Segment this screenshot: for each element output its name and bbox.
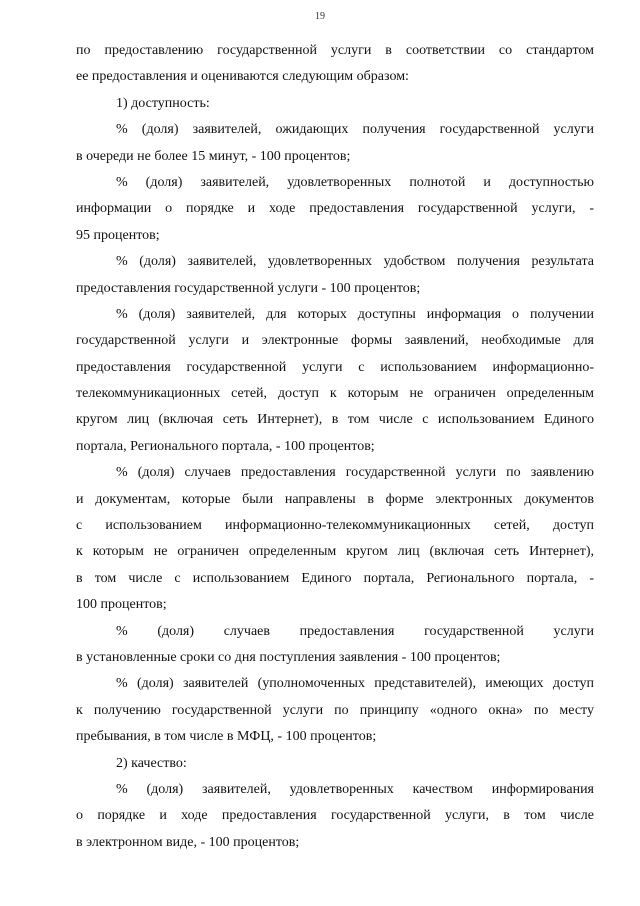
text-line: к получению государственной услуги по принципу «одного окна» по месту	[76, 702, 594, 718]
text-line: % (доля) заявителей, удовлетворенных качеством информирования	[116, 781, 594, 797]
text-line: ее предоставления и оцениваются следующим образом:	[76, 69, 409, 85]
text-line: % (доля) заявителей, удовлетворенных полнотой и доступностью	[116, 174, 594, 190]
text-line: 100 процентов;	[76, 597, 167, 613]
text-line: % (доля) заявителей, удовлетворенных удобством получения результата	[116, 254, 594, 270]
text-line: телекоммуникационных сетей, доступ к которым не ограничен определенным	[76, 386, 594, 402]
text-line: % (доля) заявителей, для которых доступны информация о получении	[116, 306, 594, 322]
text-line: государственной услуги и электронные формы заявлений, необходимые для	[76, 333, 594, 349]
text-line: в том числе с использованием Единого портала, Регионального портала, -	[76, 570, 594, 586]
text-line: кругом лиц (включая сеть Интернет), в том числе с использованием Единого	[76, 412, 594, 428]
text-line: в электронном виде, - 100 процентов;	[76, 834, 300, 850]
text-line: пребывания, в том числе в МФЦ, - 100 процентов;	[76, 729, 377, 745]
body-text	[76, 38, 594, 856]
page-number: 19	[315, 11, 325, 22]
text-line: о порядке и ходе предоставления государственной услуги, в том числе	[76, 808, 594, 824]
text-line: % (доля) заявителей, ожидающих получения государственной услуги	[116, 122, 594, 138]
text-line: по предоставлению государственной услуги в соответствии со стандартом	[76, 43, 594, 58]
text-line: % (доля) случаев предоставления государственной услуги по заявлению	[116, 465, 594, 481]
text-line: и документам, которые были направлены в форме электронных документов	[76, 491, 594, 507]
text-line: 1) доступность:	[116, 95, 210, 111]
text-line: информации о порядке и ходе предоставления государственной услуги, -	[76, 201, 594, 217]
text-line: 2) качество:	[116, 755, 187, 771]
text-line: 95 процентов;	[76, 227, 160, 243]
text-line: предоставления государственной услуги - 100 процентов;	[76, 280, 421, 296]
text-line: % (доля) случаев предоставления государственной услуги	[116, 623, 594, 639]
text-line: к которым не ограничен определенным кругом лиц (включая сеть Интернет),	[76, 544, 594, 560]
text-line: портала, Регионального портала, - 100 процентов;	[76, 438, 375, 454]
text-line: в очереди не более 15 минут, - 100 процентов;	[76, 148, 351, 164]
text-line: с использованием информационно-телекоммуникационных сетей, доступ	[76, 518, 594, 534]
text-line: в установленные сроки со дня поступления заявления - 100 процентов;	[76, 649, 501, 665]
text-line: % (доля) заявителей (уполномоченных представителей), имеющих доступ	[116, 676, 594, 692]
text-line: предоставления государственной услуги с использованием информационно-	[76, 359, 594, 375]
